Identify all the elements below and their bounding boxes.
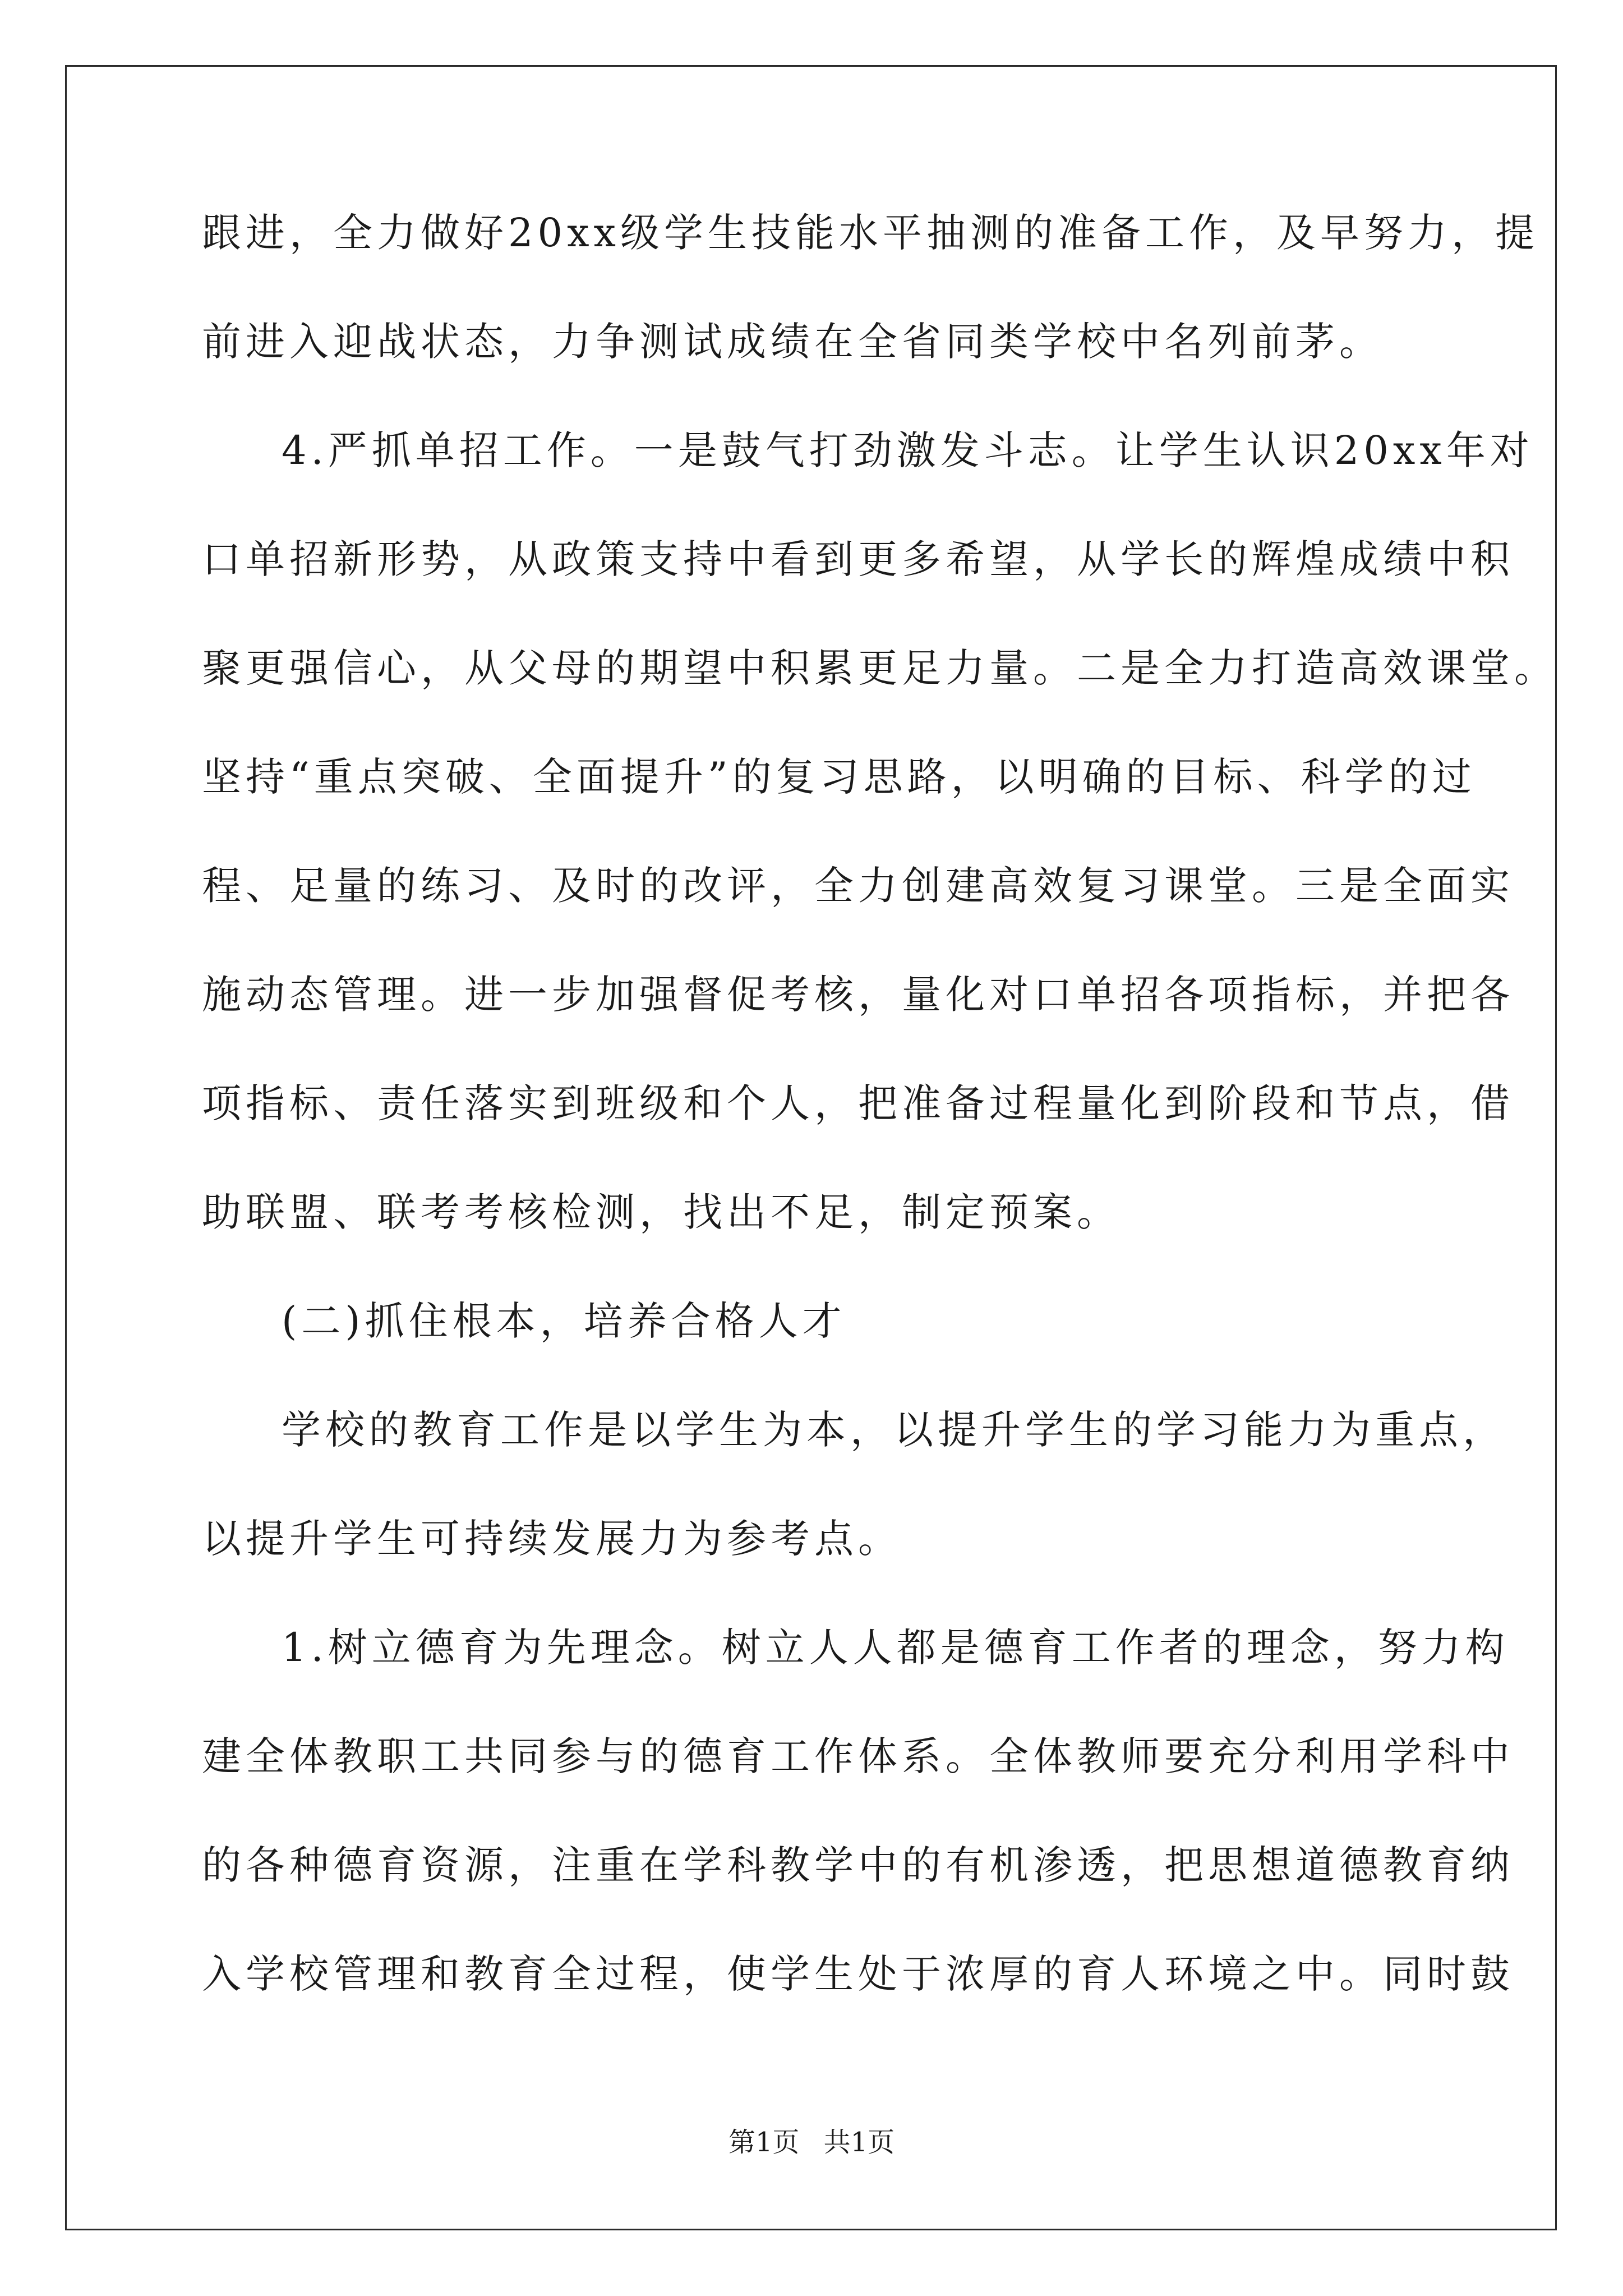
text-line: 的各种德育资源，注重在学科教学中的有机渗透，把思想道德教育纳 bbox=[202, 1842, 1514, 1888]
text-line: 项指标、责任落实到班级和个人，把准备过程量化到阶段和节点，借 bbox=[202, 1080, 1514, 1126]
text-line: 以提升学生可持续发展力为参考点。 bbox=[202, 1516, 902, 1562]
text-line: 入学校管理和教育全过程，使学生处于浓厚的育人环境之中。同时鼓 bbox=[202, 1951, 1514, 1997]
text-line: 前进入迎战状态，力争测试成绩在全省同类学校中名列前茅。 bbox=[202, 319, 1383, 365]
text-line: (二)抓住根本，培养合格人才 bbox=[282, 1298, 846, 1344]
text-line: 跟进，全力做好20xx级学生技能水平抽测的准备工作，及早努力，提 bbox=[202, 210, 1539, 256]
page-total: 共1页 bbox=[823, 2127, 895, 2158]
text-line: 程、足量的练习、及时的改评，全力创建高效复习课堂。三是全面实 bbox=[202, 863, 1514, 909]
page-number: 第1页 bbox=[728, 2127, 800, 2158]
text-line: 坚持“重点突破、全面提升”的复习思路，以明确的目标、科学的过 bbox=[202, 754, 1476, 800]
page-footer bbox=[0, 2129, 1623, 2156]
text-line: 施动态管理。进一步加强督促考核，量化对口单招各项指标，并把各 bbox=[202, 972, 1514, 1018]
document-body bbox=[202, 210, 1558, 2063]
text-line: 4.严抓单招工作。一是鼓气打劲激发斗志。让学生认识20xx年对 bbox=[282, 427, 1534, 473]
text-line: 助联盟、联考考核检测，找出不足，制定预案。 bbox=[202, 1189, 1121, 1235]
text-line: 聚更强信心，从父母的期望中积累更足力量。二是全力打造高效课堂。 bbox=[202, 645, 1558, 691]
text-line: 建全体教职工共同参与的德育工作体系。全体教师要充分利用学科中 bbox=[202, 1733, 1514, 1779]
text-line: 口单招新形势，从政策支持中看到更多希望，从学长的辉煌成绩中积 bbox=[202, 536, 1514, 582]
text-line: 学校的教育工作是以学生为本，以提升学生的学习能力为重点， bbox=[282, 1407, 1506, 1453]
text-line: 1.树立德育为先理念。树立人人都是德育工作者的理念，努力构 bbox=[282, 1625, 1509, 1671]
